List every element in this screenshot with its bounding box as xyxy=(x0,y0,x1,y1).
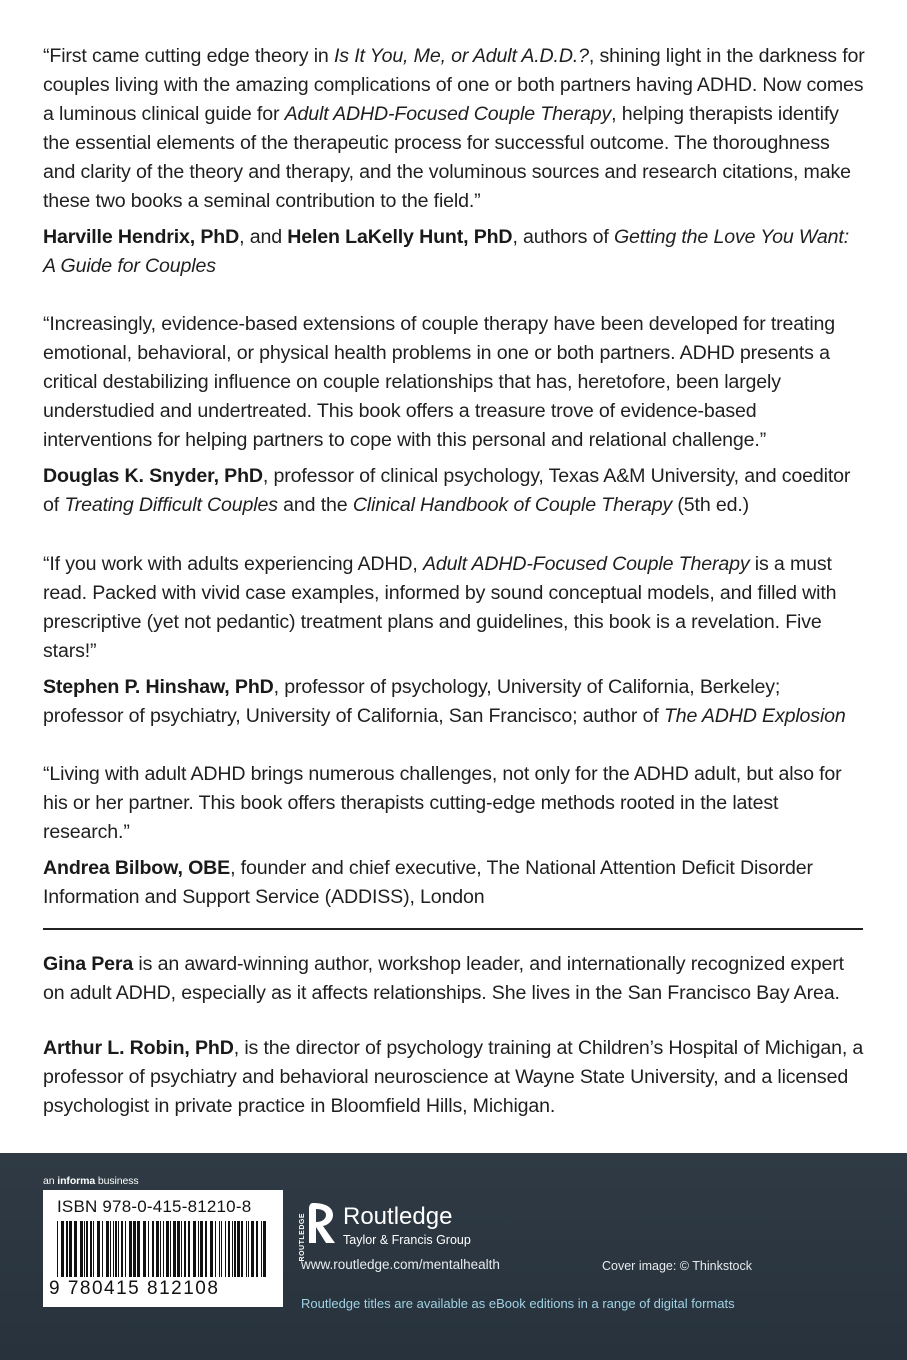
publisher-group: Taylor & Francis Group xyxy=(343,1233,471,1247)
barcode-bar xyxy=(219,1221,220,1277)
section-divider xyxy=(43,928,863,930)
publisher-footer xyxy=(0,1153,907,1360)
barcode-bar xyxy=(200,1221,203,1277)
endorser-name: Helen LaKelly Hunt, PhD xyxy=(287,226,513,248)
barcode-bar xyxy=(232,1221,233,1277)
barcode-bar xyxy=(121,1221,123,1277)
barcode-bar xyxy=(246,1221,247,1277)
barcode-bar xyxy=(57,1221,58,1277)
barcode-bar xyxy=(110,1221,111,1277)
barcode-bar xyxy=(113,1221,114,1277)
endorsement-snyder xyxy=(43,310,865,520)
barcode-bar xyxy=(125,1221,126,1277)
barcode-bar xyxy=(129,1221,132,1277)
barcode-bar xyxy=(181,1221,182,1277)
barcode-bar xyxy=(205,1221,207,1277)
barcode-bar xyxy=(137,1221,140,1277)
barcode-bar xyxy=(66,1221,68,1277)
endorser-name: Stephen P. Hinshaw, PhD xyxy=(43,676,274,698)
barcode-bar xyxy=(163,1221,164,1277)
barcode-bar xyxy=(93,1221,94,1277)
barcode-bar xyxy=(86,1221,88,1277)
endorsement-quote: “Living with adult ADHD brings numerous challenges, not only for the ADHD adult, but also for his or her partner. This book offers therapists cutting-edge methods rooted in the latest research.” xyxy=(43,763,842,843)
book-title: Adult ADHD-Focused Couple Therapy xyxy=(423,553,750,575)
barcode-bar xyxy=(215,1221,216,1277)
back-cover-text xyxy=(43,42,865,1180)
book-title: Getting the Love You Want: A Guide for Couples xyxy=(43,226,849,277)
barcode-bar xyxy=(193,1221,196,1277)
barcode-bar xyxy=(198,1221,199,1277)
barcode-bar xyxy=(74,1221,77,1277)
endorsement-hinshaw xyxy=(43,550,865,731)
endorsement-quote: “If you work with adults experiencing ADHD, Adult ADHD-Focused Couple Therapy is a must read. Packed with vivid case examples, informed by sound conceptual models, and filled with prescriptive (yet not pedantic) treatment plans and guidelines, this book is a revelation. Five stars!” xyxy=(43,553,837,662)
barcode-bar xyxy=(173,1221,176,1277)
barcode-bar xyxy=(90,1221,92,1277)
endorsement-attribution: Harville Hendrix, PhD, and Helen LaKelly Hunt, PhD, authors of Getting the Love You Want: A Guide for Couples xyxy=(43,226,849,277)
endorser-name: Douglas K. Snyder, PhD xyxy=(43,465,263,487)
endorsement-hendrix xyxy=(43,42,865,281)
author-bio-robin: Arthur L. Robin, PhD, is the director of psychology training at Children’s Hospital of Michigan, a professor of psychiatry and behavioral neuroscience at Wayne State University, and a licensed psychologist in private practice in Bloomfield Hills, Michigan. xyxy=(43,1037,864,1117)
book-title: Treating Difficult Couples xyxy=(64,494,278,516)
endorser-name: Andrea Bilbow, OBE xyxy=(43,857,231,879)
barcode-bar xyxy=(251,1221,254,1277)
barcode-bar xyxy=(261,1221,262,1277)
barcode-bar xyxy=(148,1221,149,1277)
routledge-r-icon xyxy=(307,1201,341,1245)
endorsement-bilbow xyxy=(43,760,865,912)
barcode-bar xyxy=(84,1221,85,1277)
barcode-bar xyxy=(115,1221,117,1277)
barcode-bar xyxy=(263,1221,266,1277)
endorsement-attribution: Andrea Bilbow, OBE, founder and chief executive, The National Attention Deficit Disorder Information and Support Service (ADDISS), London xyxy=(43,857,813,908)
author-bio-pera: Gina Pera is an award-winning author, workshop leader, and internationally recognized expert on adult ADHD, especially as it affects relationships. She lives in the San Francisco Bay Area. xyxy=(43,953,844,1004)
informa-tagline: an informa business xyxy=(43,1175,139,1187)
ebook-availability-note: Routledge titles are available as eBook editions in a range of digital formats xyxy=(301,1296,735,1311)
barcode-bar xyxy=(97,1221,100,1277)
barcode-bar xyxy=(177,1221,180,1277)
author-name: Arthur L. Robin, PhD xyxy=(43,1037,234,1059)
barcode-bar xyxy=(69,1221,72,1277)
barcode-bar xyxy=(160,1221,161,1277)
barcode-bar xyxy=(221,1221,222,1277)
endorsement-quote: “First came cutting edge theory in Is It You, Me, or Adult A.D.D.?, shining light in the darkness for couples living with the amazing complications of one or both partners having ADHD. Now comes a luminous clinical guide for Adult ADHD-Focused Couple Therapy, helping therapists identify the essential elements of the therapeutic process for successful outcome. The thoroughness and clarity of the theory and therapy, and the voluminous sources and research citations, make these two books a seminal contribution to the field.” xyxy=(43,45,865,212)
book-title: Adult ADHD-Focused Couple Therapy xyxy=(284,103,612,125)
barcode-bar xyxy=(234,1221,236,1277)
author-name: Gina Pera xyxy=(43,953,134,975)
barcode-bar xyxy=(80,1221,83,1277)
barcode-bar xyxy=(188,1221,190,1277)
barcode-bar xyxy=(241,1221,243,1277)
barcode-bar xyxy=(248,1221,249,1277)
book-title: Clinical Handbook of Couple Therapy xyxy=(352,494,673,516)
ean-digits: 9 780415 812108 xyxy=(49,1278,220,1299)
barcode-bar xyxy=(210,1221,213,1277)
barcode-bar xyxy=(256,1221,258,1277)
barcode-bar xyxy=(102,1221,103,1277)
isbn-barcode xyxy=(43,1190,283,1307)
isbn-label: ISBN 978-0-415-81210-8 xyxy=(57,1197,252,1216)
barcode-bar xyxy=(152,1221,154,1277)
barcode-bar xyxy=(143,1221,146,1277)
barcode-bars xyxy=(57,1221,269,1277)
barcode-bar xyxy=(184,1221,186,1277)
barcode-bar xyxy=(106,1221,109,1277)
publisher-name: Routledge xyxy=(343,1203,453,1230)
barcode-bar xyxy=(118,1221,119,1277)
barcode-bar xyxy=(61,1221,64,1277)
endorsement-attribution: Douglas K. Snyder, PhD, professor of clinical psychology, Texas A&M University, and coeditor of Treating Difficult Couples and the Clinical Handbook of Couple Therapy (5th ed.) xyxy=(43,465,851,516)
barcode-bar xyxy=(133,1221,136,1277)
barcode-bar xyxy=(237,1221,240,1277)
endorser-name: Harville Hendrix, PhD xyxy=(43,226,240,248)
barcode-bar xyxy=(228,1221,230,1277)
endorsement-attribution: Stephen P. Hinshaw, PhD, professor of psychology, University of California, Berkeley; professor of psychiatry, University of California, San Francisco; author of The ADHD Explosion xyxy=(43,676,846,727)
publisher-url[interactable]: www.routledge.com/mentalhealth xyxy=(301,1257,500,1272)
barcode-bar xyxy=(225,1221,226,1277)
barcode-bar xyxy=(170,1221,171,1277)
barcode-bar xyxy=(156,1221,159,1277)
barcode-bar xyxy=(166,1221,169,1277)
routledge-vertical-wordmark: ROUTLEDGE xyxy=(299,1213,306,1262)
book-title: Is It You, Me, or Adult A.D.D.? xyxy=(333,45,589,67)
endorsement-quote: “Increasingly, evidence-based extensions of couple therapy have been developed for treating emotional, behavioral, or physical health problems in one or both partners. ADHD presents a critical destabilizing influence on couple relationships that has, heretofore, been largely understudied and undertreated. This book offers a treasure trove of evidence-based interventions for helping partners to cope with this personal and relational challenge.” xyxy=(43,313,836,451)
book-title: The ADHD Explosion xyxy=(663,705,846,727)
cover-image-credit: Cover image: © Thinkstock xyxy=(602,1259,753,1273)
